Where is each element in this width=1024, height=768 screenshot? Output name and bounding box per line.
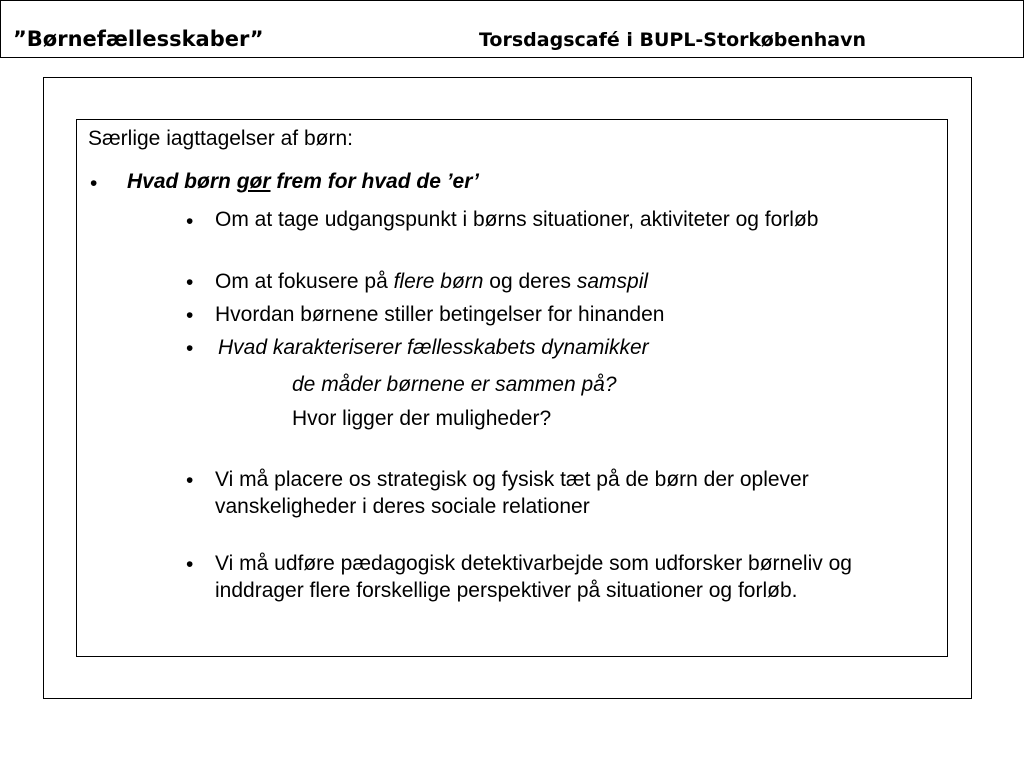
sub-question: Hvor ligger der muligheder? — [292, 407, 552, 430]
slide-header — [0, 0, 1024, 58]
bullet-marker: • — [186, 271, 194, 294]
list-item-italic: flere børn — [393, 270, 484, 293]
list-item-italic: samspil — [576, 270, 649, 293]
bullet-marker: • — [90, 172, 98, 195]
list-item: Vi må udføre pædagogisk detektivarbejde som udforsker børneliv og inddrager flere forskellige perspektiver på situationer og forløb. — [215, 552, 852, 602]
main-point-emphasis: gør — [236, 170, 271, 193]
list-item: Hvad karakteriserer fællesskabets dynamikker — [218, 336, 649, 359]
bullet-marker: • — [186, 469, 194, 492]
list-item — [215, 268, 915, 295]
list-item: Vi må placere os strategisk og fysisk tæt på de børn der oplever vanskeligheder i deres sociale relationer — [215, 468, 809, 518]
bullet-marker: • — [186, 304, 194, 327]
bullet-marker: • — [186, 337, 194, 360]
sub-question: de måder børnene er sammen på? — [292, 373, 617, 396]
bullet-marker: • — [186, 210, 194, 233]
list-item: Om at tage udgangspunkt i børns situationer, aktiviteter og forløb — [215, 208, 819, 231]
main-point-part3: frem for hvad de ’er’ — [270, 170, 480, 193]
header-title: ”Børnefællesskaber” — [13, 27, 264, 51]
main-point-part1: Hvad børn — [127, 170, 237, 193]
header-subtitle: Torsdagscafé i BUPL-Storkøbenhavn — [479, 29, 867, 51]
main-point — [127, 168, 479, 195]
list-item-text: og deres — [483, 270, 577, 293]
list-item-text: Om at fokusere på — [215, 270, 394, 293]
bullet-marker: • — [186, 553, 194, 576]
intro-text: Særlige iagttagelser af børn: — [88, 127, 353, 150]
list-item: Hvordan børnene stiller betingelser for hinanden — [215, 303, 665, 326]
